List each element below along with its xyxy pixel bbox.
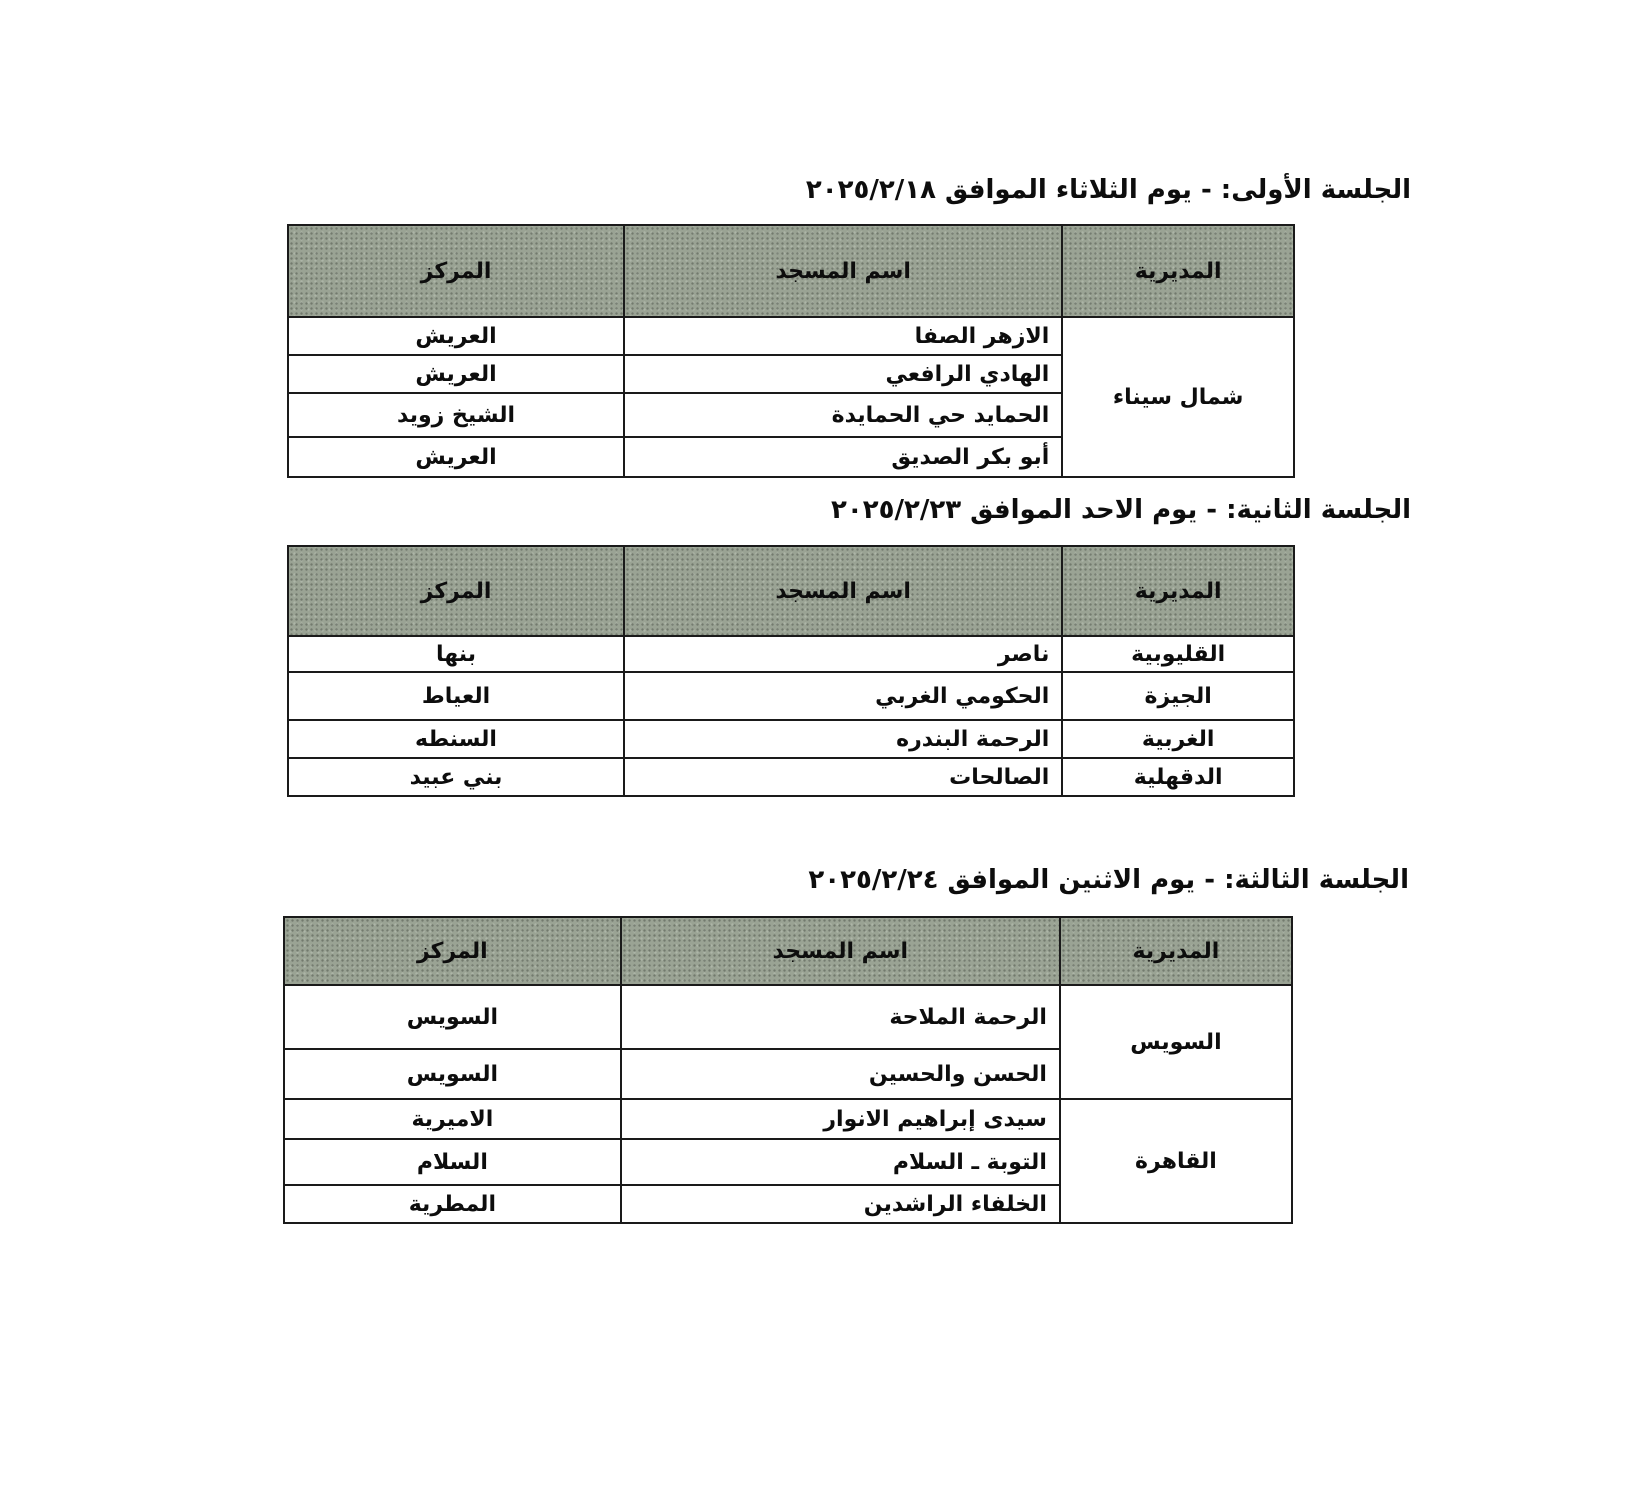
session-3-table bbox=[283, 916, 1293, 1224]
header-mosque: اسم المسجد bbox=[621, 917, 1060, 985]
mosque-cell: أبو بكر الصديق bbox=[624, 437, 1062, 477]
header-center: المركز bbox=[284, 917, 621, 985]
center-cell: المطرية bbox=[284, 1185, 621, 1223]
center-cell: بني عبيد bbox=[288, 758, 624, 796]
table-row bbox=[284, 1099, 1292, 1139]
mosque-cell: سيدى إبراهيم الانوار bbox=[621, 1099, 1060, 1139]
mosque-cell: ناصر bbox=[624, 636, 1062, 672]
header-mosque: اسم المسجد bbox=[624, 225, 1062, 317]
mosque-cell: التوبة ـ السلام bbox=[621, 1139, 1060, 1185]
directorate-cell: الجيزة bbox=[1062, 672, 1294, 720]
session-3-title: الجلسة الثالثة: - يوم الاثنين الموافق ٢٠٢٥/٢/٢٤ bbox=[808, 865, 1409, 895]
directorate-cell: السويس bbox=[1060, 985, 1292, 1099]
center-cell: العريش bbox=[288, 437, 624, 477]
header-center: المركز bbox=[288, 225, 624, 317]
center-cell: العياط bbox=[288, 672, 624, 720]
center-cell: بنها bbox=[288, 636, 624, 672]
mosque-cell: الصالحات bbox=[624, 758, 1062, 796]
table-header-row bbox=[284, 917, 1292, 985]
directorate-cell: الغربية bbox=[1062, 720, 1294, 758]
mosque-cell: الحكومي الغربي bbox=[624, 672, 1062, 720]
directorate-cell: شمال سيناء bbox=[1062, 317, 1294, 477]
directorate-cell: القاهرة bbox=[1060, 1099, 1292, 1223]
directorate-cell: القليوبية bbox=[1062, 636, 1294, 672]
mosque-cell: الرحمة البندره bbox=[624, 720, 1062, 758]
session-1-title: الجلسة الأولى: - يوم الثلاثاء الموافق ٢٠٢٥/٢/١٨ bbox=[805, 175, 1411, 205]
header-directorate: المديرية bbox=[1060, 917, 1292, 985]
table-row bbox=[284, 985, 1292, 1049]
center-cell: الاميرية bbox=[284, 1099, 621, 1139]
center-cell: السلام bbox=[284, 1139, 621, 1185]
mosque-cell: الحمايد حي الحمايدة bbox=[624, 393, 1062, 437]
header-mosque: اسم المسجد bbox=[624, 546, 1062, 636]
header-center: المركز bbox=[288, 546, 624, 636]
center-cell: العريش bbox=[288, 317, 624, 355]
session-2-title: الجلسة الثانية: - يوم الاحد الموافق ٢٠٢٥/٢/٢٣ bbox=[831, 495, 1411, 525]
mosque-cell: الرحمة الملاحة bbox=[621, 985, 1060, 1049]
center-cell: العريش bbox=[288, 355, 624, 393]
center-cell: الشيخ زويد bbox=[288, 393, 624, 437]
mosque-cell: الازهر الصفا bbox=[624, 317, 1062, 355]
header-directorate: المديرية bbox=[1062, 546, 1294, 636]
mosque-cell: الهادي الرافعي bbox=[624, 355, 1062, 393]
mosque-cell: الحسن والحسين bbox=[621, 1049, 1060, 1099]
header-directorate: المديرية bbox=[1062, 225, 1294, 317]
directorate-cell: الدقهلية bbox=[1062, 758, 1294, 796]
mosque-cell: الخلفاء الراشدين bbox=[621, 1185, 1060, 1223]
center-cell: السويس bbox=[284, 1049, 621, 1099]
center-cell: السويس bbox=[284, 985, 621, 1049]
center-cell: السنطه bbox=[288, 720, 624, 758]
